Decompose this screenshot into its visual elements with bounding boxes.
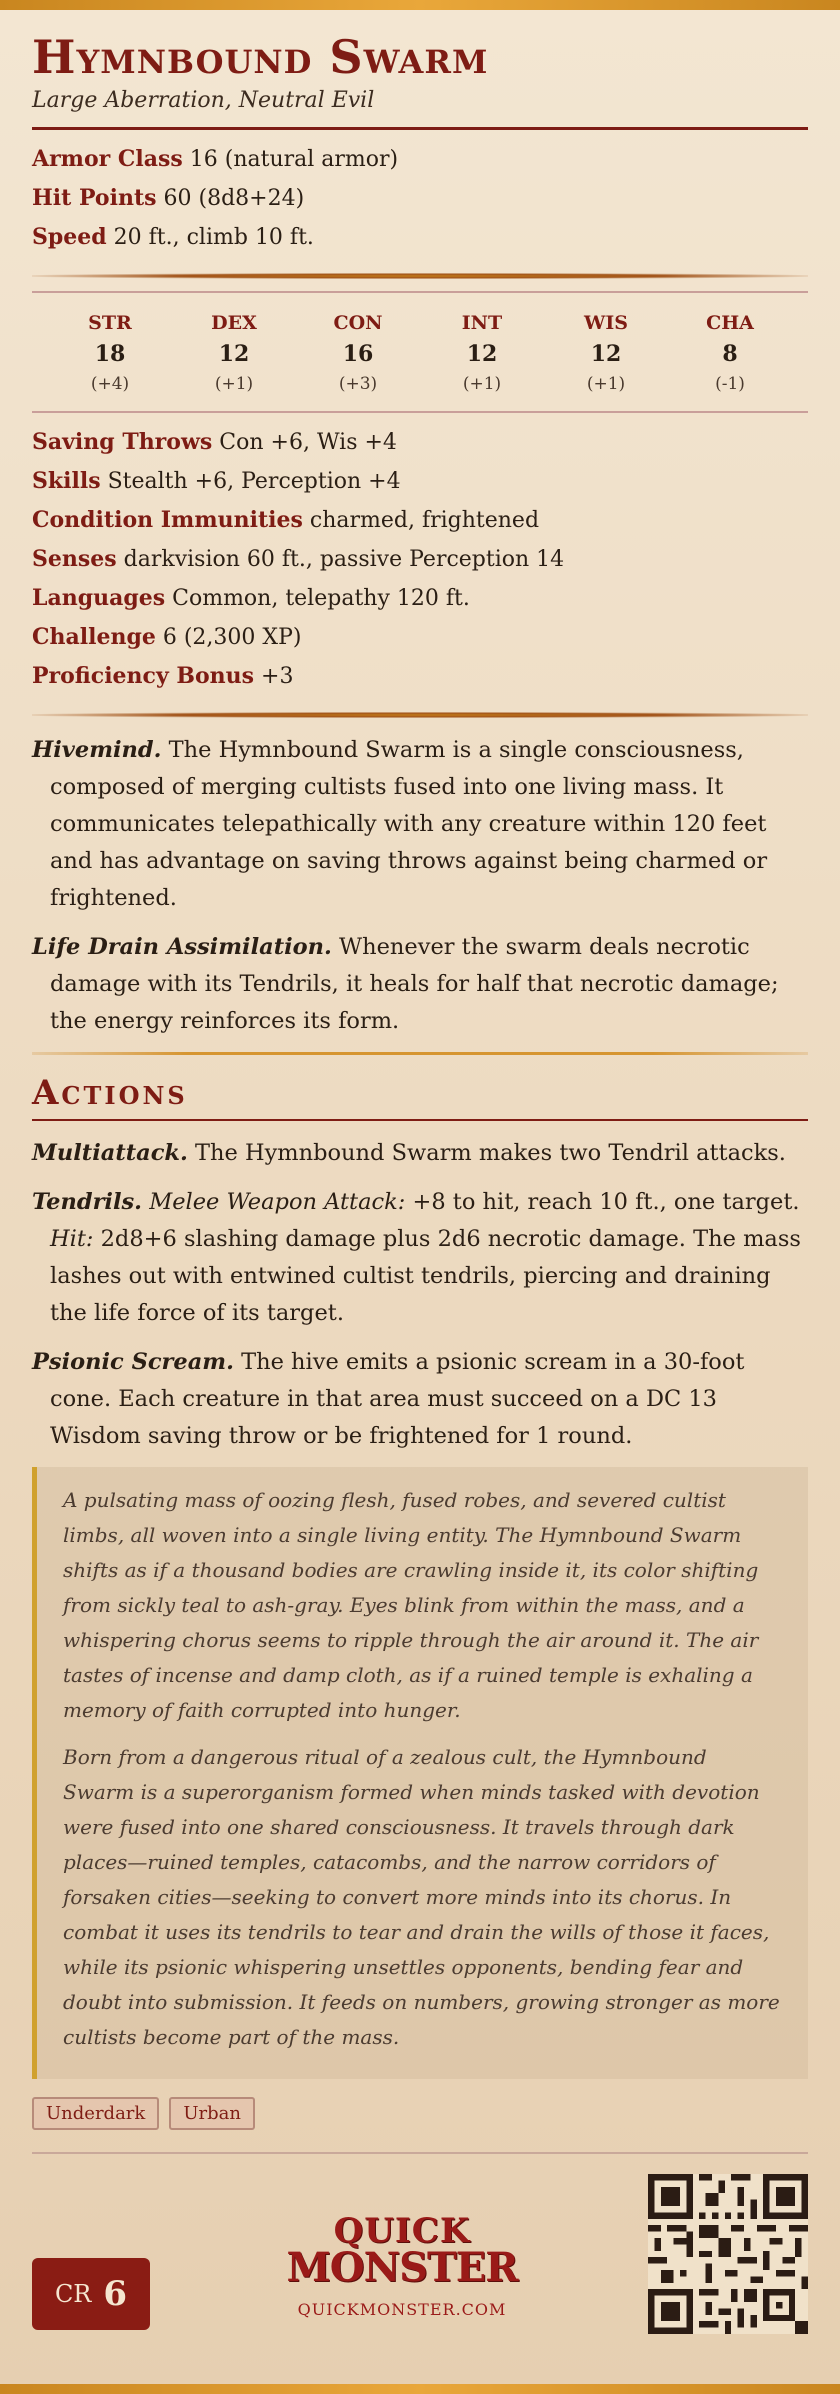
monster-name: Hymnbound Swarm [32, 30, 489, 84]
condition-immunities: Condition Immunities charmed, frightened [32, 507, 540, 533]
action-multiattack: Multiattack. The Hymnbound Swarm makes two Tendril attacks. [32, 1140, 786, 1166]
challenge: Challenge 6 (2,300 XP) [32, 624, 302, 650]
footer [32, 2154, 808, 2354]
trait-hivemind: Hivemind. The Hymnbound Swarm is a single consciousness, composed of merging cultists fused into one living mass. It communicates telepathically with any creature within 120 feet and has advantage on saving throws against being charmed or frightened. [32, 737, 768, 911]
lore-paragraph: A pulsating mass of oozing flesh, fused robes, and severed cultist limbs, all woven into a single living entity. The Hymnbound Swarm shifts as if a thousand bodies are crawling inside it, its color shifting from sickly teal to ash-gray. Eyes blink from within the mass, and a whispering chorus seems to ripple through the air around it. The air tastes of incense and damp cloth, as if a ruined temple is exhaling a memory of faith corrupted into hunger. [63, 1488, 759, 1722]
cr-badge [32, 2258, 150, 2330]
ability-dex: DEX 12 (+1) [211, 312, 257, 394]
action-tendrils: Tendrils. Melee Weapon Attack: +8 to hit, reach 10 ft., one target. Hit: 2d8+6 slashing damage plus 2d6 necrotic damage. The mass lashes out with entwined cultist tendrils, piercing and draining the life force of its target. [32, 1189, 801, 1326]
lore-paragraph: Born from a dangerous ritual of a zealous cult, the Hymnbound Swarm is a superorganism formed when minds tasked with devotion were fused into one shared consciousness. It travels through dark places—ruined temples, catacombs, and the narrow corridors of forsaken cities—seeking to convert more minds into its chorus. In combat it uses its tendrils to tear and drain the wills of those it faces, while its psionic whispering unsettles opponents, bending fear and doubt into submission. It feeds on numbers, growing stronger as more cultists become part of the mass. [63, 1745, 780, 2049]
action-psionic-scream: Psionic Scream. The hive emits a psionic scream in a 30-foot cone. Each creature in that area must succeed on a DC 13 Wisdom saving throw or be frightened for 1 round. [32, 1349, 745, 1449]
ability-cha: CHA 8 (-1) [706, 312, 754, 394]
cr-value: 6 [103, 2274, 128, 2314]
ability-scores [32, 291, 808, 413]
ability-int: INT 12 (+1) [461, 312, 503, 394]
ability-wis: WIS 12 (+1) [584, 312, 628, 394]
top-accent-bar [0, 0, 840, 10]
site-url[interactable]: QUICKMONSTER.COM [297, 2300, 507, 2319]
saving-throws: Saving Throws Con +6, Wis +4 [32, 429, 397, 455]
quickmonster-logo[interactable]: QUICK MONSTER QUICKMONSTER.COM [282, 2214, 522, 2319]
lore-box [32, 1467, 808, 2079]
speed: Speed 20 ft., climb 10 ft. [32, 224, 314, 250]
ability-con: CON 16 (+3) [333, 312, 383, 394]
skills: Skills Stealth +6, Perception +4 [32, 468, 401, 494]
cr-label: CR [54, 2280, 92, 2308]
hit-points: Hit Points 60 (8d8+24) [32, 185, 305, 211]
trait-life-drain: Life Drain Assimilation. Whenever the swarm deals necrotic damage with its Tendrils, it heals for half that necrotic damage; the energy reinforces its form. [32, 934, 779, 1034]
senses: Senses darkvision 60 ft., passive Perception 14 [32, 546, 565, 572]
armor-class: Armor Class 16 (natural armor) [32, 146, 399, 172]
actions-heading: Actions [32, 1073, 188, 1113]
title-divider [32, 127, 808, 130]
section-divider [32, 1052, 808, 1055]
traits [32, 732, 808, 1040]
tag-list [32, 2097, 808, 2130]
tag-underdark[interactable]: Underdark [32, 2097, 159, 2130]
core-stats [32, 140, 808, 257]
ability-str: STR 18 (+4) [88, 312, 132, 394]
stat-block [32, 28, 808, 2354]
section-divider [32, 712, 808, 718]
actions-divider [32, 1119, 808, 1121]
qr-code-icon[interactable] [648, 2174, 808, 2334]
languages: Languages Common, telepathy 120 ft. [32, 585, 470, 611]
details-list [32, 423, 808, 696]
bottom-accent-bar [0, 2384, 840, 2394]
proficiency-bonus: Proficiency Bonus +3 [32, 663, 294, 689]
monster-type-line: Large Aberration, Neutral Evil [32, 88, 375, 113]
section-divider [32, 273, 808, 279]
actions-list [32, 1135, 808, 1455]
tag-urban[interactable]: Urban [169, 2097, 255, 2130]
